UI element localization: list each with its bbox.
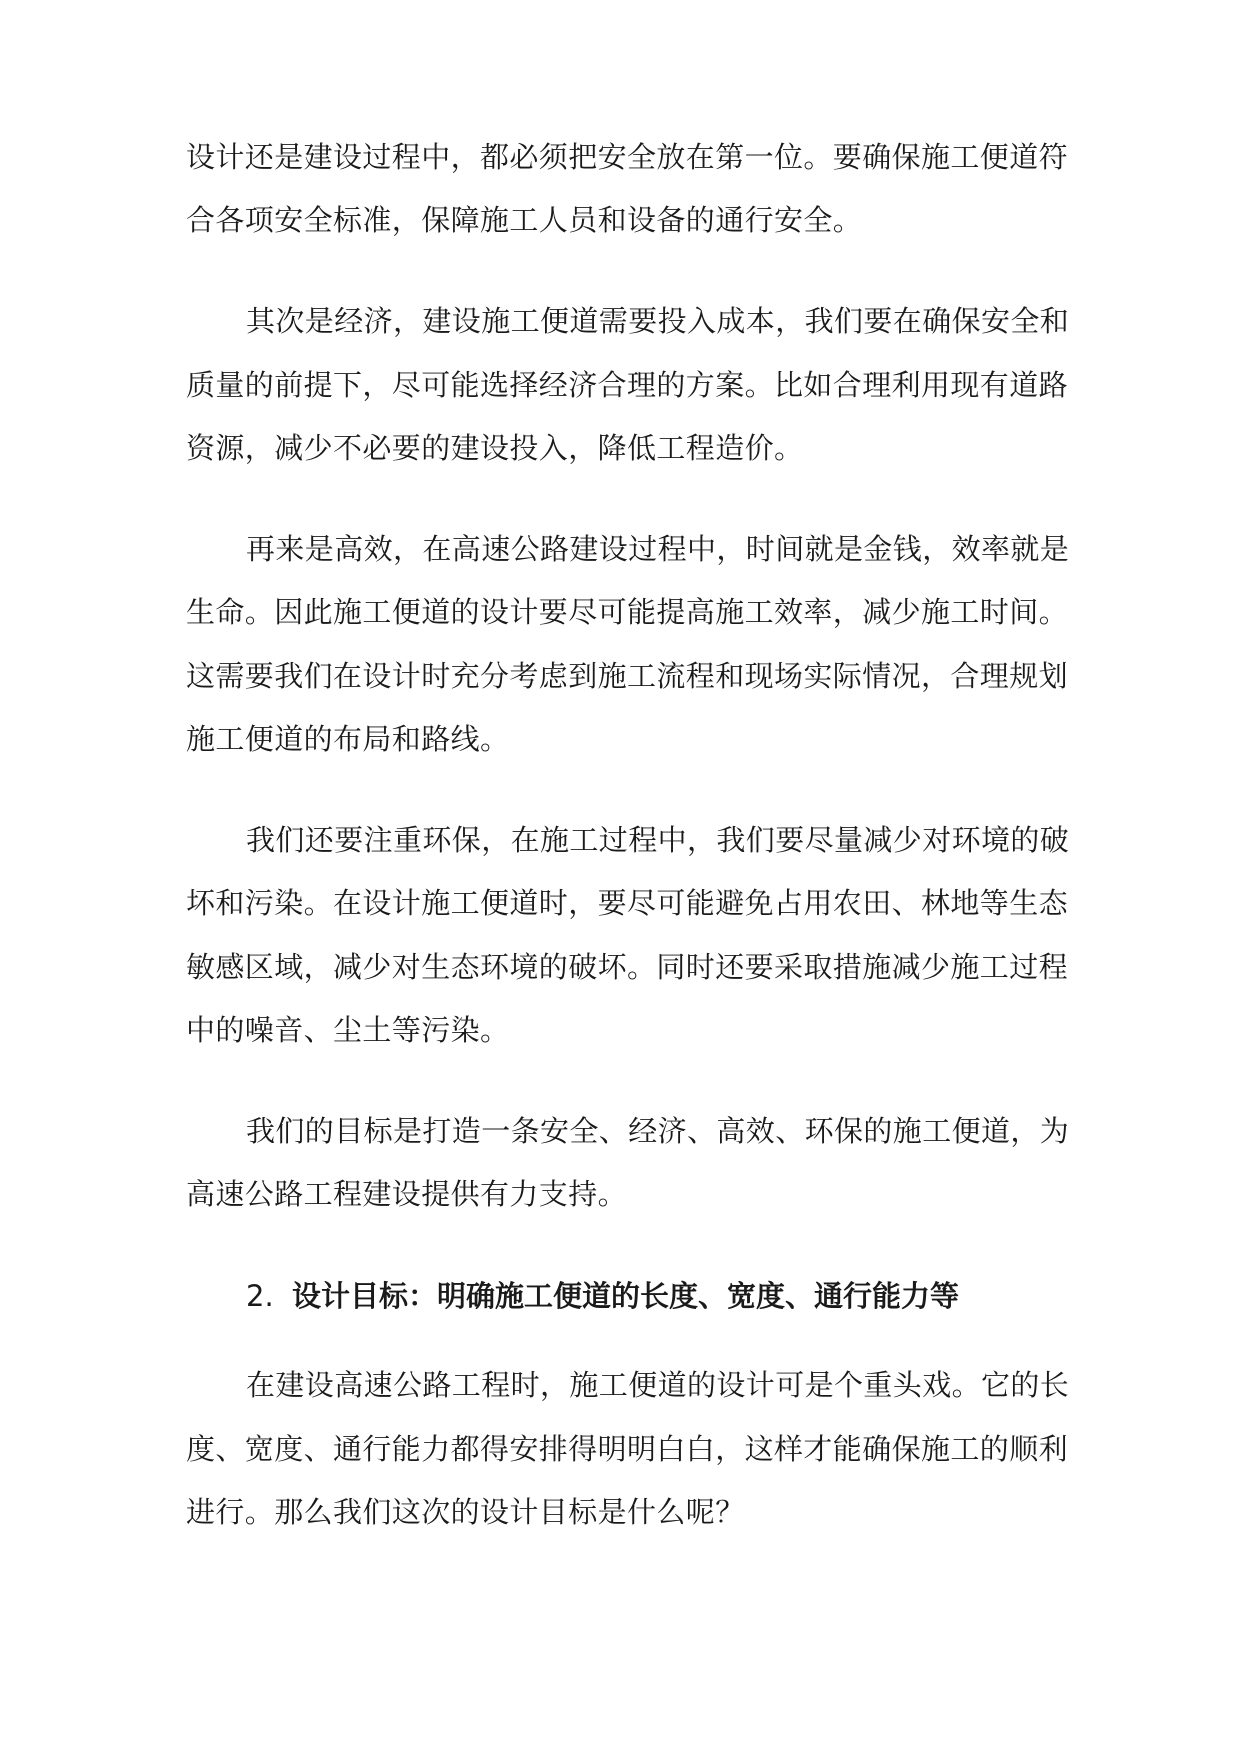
paragraph-line: 合各项安全标准，保障施工人员和设备的通行安全。 xyxy=(186,203,863,237)
section-title: 设计目标：明确施工便道的长度、宽度、通行能力等 xyxy=(292,1279,960,1313)
section-heading xyxy=(246,1276,959,1316)
paragraph-line: 我们还要注重环保，在施工过程中，我们要尽量减少对环境的破 xyxy=(246,823,1070,857)
paragraph-line: 高速公路工程建设提供有力支持。 xyxy=(186,1177,628,1211)
paragraph-line: 进行。那么我们这次的设计目标是什么呢？ xyxy=(186,1495,745,1529)
paragraph-line: 其次是经济，建设施工便道需要投入成本，我们要在确保安全和 xyxy=(246,304,1070,338)
paragraph-line: 中的噪音、尘土等污染。 xyxy=(186,1013,510,1047)
paragraph-line: 施工便道的布局和路线。 xyxy=(186,722,510,756)
paragraph-line: 设计还是建设过程中，都必须把安全放在第一位。要确保施工便道符 xyxy=(186,140,1069,174)
paragraph-line: 度、宽度、通行能力都得安排得明明白白，这样才能确保施工的顺利 xyxy=(186,1432,1069,1466)
paragraph-line: 生命。因此施工便道的设计要尽可能提高施工效率，减少施工时间。 xyxy=(186,595,1069,629)
paragraph-line: 这需要我们在设计时充分考虑到施工流程和现场实际情况，合理规划 xyxy=(186,659,1069,693)
section-number: 2. xyxy=(246,1279,274,1313)
paragraph-line: 再来是高效，在高速公路建设过程中，时间就是金钱，效率就是 xyxy=(246,532,1070,566)
paragraph-line: 在建设高速公路工程时，施工便道的设计可是个重头戏。它的长 xyxy=(246,1368,1070,1402)
paragraph-line: 资源，减少不必要的建设投入，降低工程造价。 xyxy=(186,431,804,465)
paragraph-line: 我们的目标是打造一条安全、经济、高效、环保的施工便道，为 xyxy=(246,1114,1070,1148)
paragraph-line: 质量的前提下，尽可能选择经济合理的方案。比如合理利用现有道路 xyxy=(186,368,1069,402)
paragraph-line: 敏感区域，减少对生态环境的破坏。同时还要采取措施减少施工过程 xyxy=(186,950,1069,984)
paragraph-line: 坏和污染。在设计施工便道时，要尽可能避免占用农田、林地等生态 xyxy=(186,886,1069,920)
